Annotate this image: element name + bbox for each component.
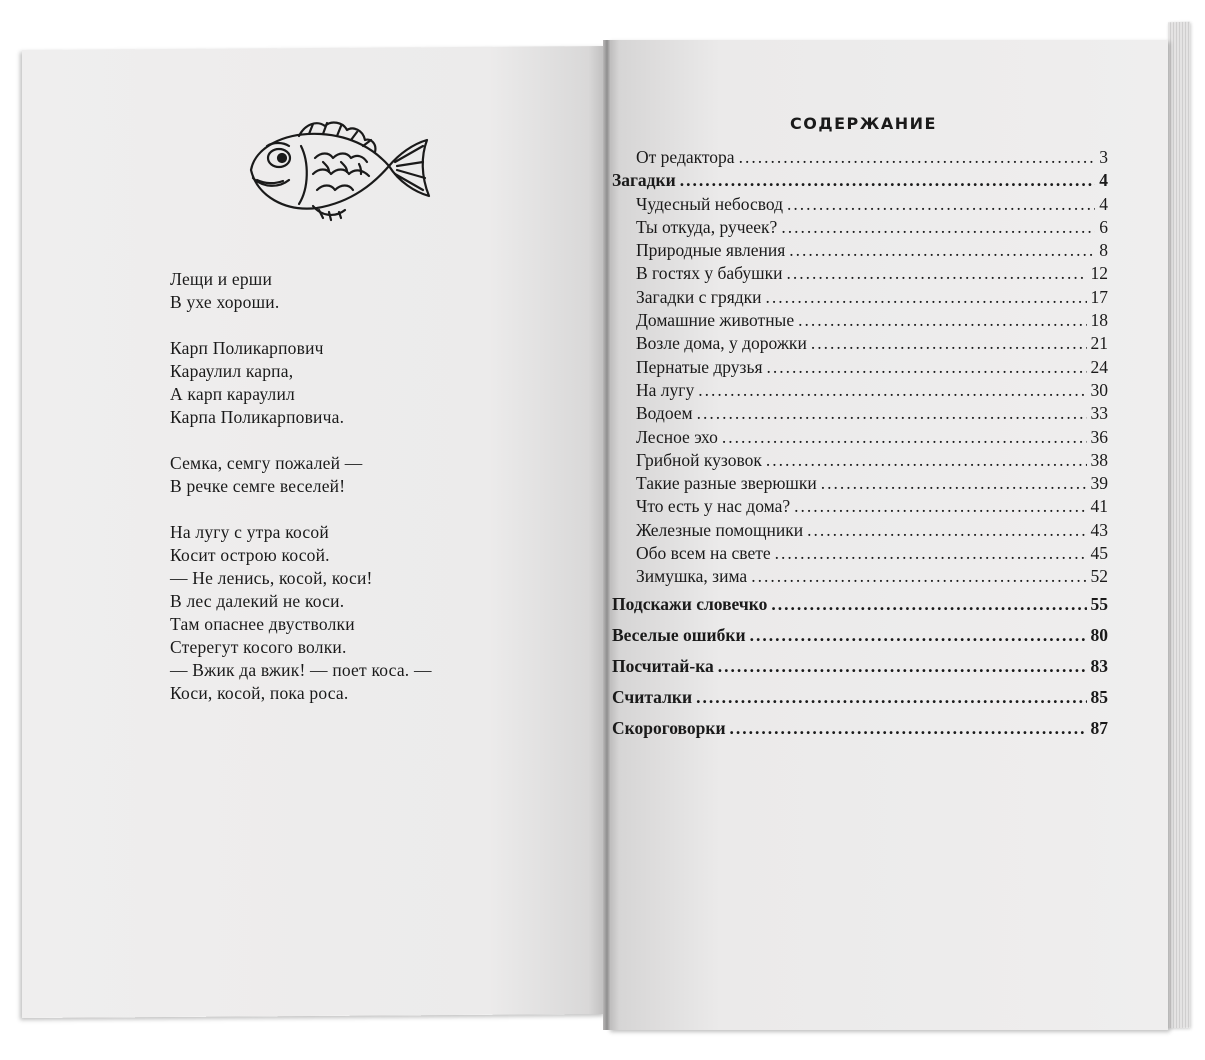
toc-leader-dots [794, 495, 1086, 518]
toc-entry-page: 43 [1090, 519, 1108, 540]
toc-entry [612, 193, 1108, 216]
toc-entry-label: Посчитай-ка [612, 655, 714, 676]
toc-entry-page: 3 [1099, 147, 1108, 167]
toc-leader-dots [775, 542, 1087, 565]
toc-entry [612, 620, 1108, 651]
toc-entry [612, 426, 1108, 449]
toc-entry [612, 565, 1108, 588]
toc-entry-page: 87 [1090, 717, 1108, 738]
poem-stanza [170, 452, 432, 498]
toc-entry [612, 332, 1108, 355]
toc-entry [612, 379, 1108, 402]
poem-stanza [170, 337, 432, 429]
toc-leader-dots [781, 216, 1095, 239]
toc-entry [612, 589, 1108, 620]
toc-entry-page: 8 [1099, 240, 1108, 261]
toc-entry-page: 36 [1090, 426, 1108, 447]
toc-entry [612, 309, 1108, 332]
toc-entry-label: Грибной кузовок [636, 449, 762, 470]
toc-entry-page: 38 [1090, 449, 1108, 470]
toc-entry [612, 472, 1108, 495]
toc-entry-label: Такие разные зверюшки [636, 473, 817, 494]
toc-entry-label: Чудесный небосвод [636, 193, 784, 214]
toc-leader-dots [680, 169, 1096, 192]
toc-entry [612, 682, 1108, 713]
fish-illustration [243, 118, 438, 228]
toc-entry-page: 30 [1090, 379, 1108, 400]
toc-entry [612, 356, 1108, 379]
poem-stanza [170, 521, 432, 705]
toc-leader-dots [696, 682, 1086, 713]
toc-entry [612, 169, 1108, 192]
toc-leader-dots [750, 620, 1087, 651]
toc-entry-page: 41 [1090, 496, 1108, 517]
toc-entry-label: Скороговорки [612, 717, 726, 738]
toc-entry [612, 495, 1108, 518]
page-edges [1168, 22, 1190, 1028]
poem-line: В ухе хороши. [170, 292, 280, 312]
toc-entry-label: В гостях у бабушки [636, 263, 783, 284]
toc-entry-page: 83 [1090, 655, 1108, 676]
toc-title: СОДЕРЖАНИЕ [790, 114, 937, 133]
toc-leader-dots [766, 449, 1087, 472]
poem-line: Стерегут косого волки. [170, 637, 347, 657]
toc-entry-label: Возле дома, у дорожки [636, 333, 807, 354]
toc-entry-label: Пернатые друзья [636, 356, 763, 377]
toc-entry-label: Лесное эхо [636, 426, 718, 447]
poem-line: Карп Поликарпович [170, 338, 324, 358]
toc-entry-label: Обо всем на свете [636, 543, 771, 564]
poem-line: — Вжик да вжик! — поет коса. — [170, 660, 432, 680]
toc-leader-dots [767, 356, 1087, 379]
toc-leader-dots [771, 589, 1086, 620]
toc-entry-label: Загадки [612, 170, 676, 191]
toc-entry-label: Веселые ошибки [612, 624, 746, 645]
toc-entry-page: 85 [1090, 686, 1108, 707]
toc-entry-label: Зимушка, зима [636, 566, 748, 587]
toc-leader-dots [798, 309, 1086, 332]
toc-entry [612, 519, 1108, 542]
toc-entry-label: Подскажи словечко [612, 593, 768, 614]
toc-leader-dots [821, 472, 1087, 495]
toc-entry [612, 402, 1108, 425]
poem-line: Коси, косой, пока роса. [170, 683, 349, 703]
toc-entry [612, 286, 1108, 309]
toc-entry [612, 651, 1108, 682]
poem-line: Карпа Поликарповича. [170, 407, 345, 427]
toc-leader-dots [807, 519, 1086, 542]
toc-entry-page: 45 [1090, 543, 1108, 564]
toc-entry-page: 17 [1090, 286, 1108, 307]
poem-text [170, 268, 432, 728]
poem-line: Семка, семгу пожалей — [170, 453, 363, 473]
toc-entry-label: Домашние животные [636, 310, 795, 331]
toc-entry-label: Железные помощники [636, 519, 804, 540]
toc-entry-page: 52 [1090, 566, 1108, 587]
toc-leader-dots [787, 193, 1095, 216]
toc-entry-page: 4 [1099, 170, 1108, 191]
toc-entry-label: Считалки [612, 686, 693, 707]
toc-entry-label: Водоем [636, 403, 693, 424]
toc-entry-page: 55 [1090, 593, 1108, 614]
toc-leader-dots [811, 332, 1087, 355]
toc-entry-label: На лугу [636, 379, 695, 400]
poem-line: — Не ленись, косой, коси! [170, 568, 373, 588]
toc-entry [612, 146, 1108, 169]
poem-line: Караулил карпа, [170, 361, 294, 381]
toc-entry [612, 216, 1108, 239]
toc-entry-page: 21 [1090, 333, 1108, 354]
toc-entry-label: Что есть у нас дома? [636, 496, 791, 517]
poem-line: А карп караулил [170, 384, 295, 404]
toc-entry [612, 262, 1108, 285]
toc-entry [612, 542, 1108, 565]
table-of-contents [612, 146, 1108, 744]
toc-leader-dots [751, 565, 1086, 588]
poem-line: Косит острою косой. [170, 545, 330, 565]
toc-entry-page: 39 [1090, 473, 1108, 494]
toc-entry [612, 239, 1108, 262]
toc-entry-label: Природные явления [636, 240, 786, 261]
toc-entry-page: 12 [1090, 263, 1108, 284]
toc-leader-dots [789, 239, 1095, 262]
poem-line: На лугу с утра косой [170, 522, 329, 542]
toc-entry-page: 4 [1099, 193, 1108, 214]
toc-leader-dots [718, 651, 1087, 682]
toc-leader-dots [786, 262, 1086, 285]
toc-entry-page: 18 [1090, 310, 1108, 331]
toc-leader-dots [697, 402, 1087, 425]
toc-entry-label: От редактора [636, 147, 735, 167]
toc-entry-label: Загадки с грядки [636, 286, 762, 307]
book-gutter [603, 40, 611, 1030]
poem-stanza [170, 268, 432, 314]
toc-entry [612, 449, 1108, 472]
toc-entry [612, 713, 1108, 744]
toc-leader-dots [730, 713, 1087, 744]
toc-entry-page: 33 [1090, 403, 1108, 424]
toc-entry-page: 80 [1090, 624, 1108, 645]
poem-line: В речке семге веселей! [170, 476, 346, 496]
toc-leader-dots [766, 286, 1087, 309]
toc-leader-dots [739, 146, 1096, 169]
poem-line: Лещи и ерши [170, 269, 273, 289]
poem-line: Там опаснее двустволки [170, 614, 355, 634]
poem-line: В лес далекий не коси. [170, 591, 345, 611]
toc-entry-label: Ты откуда, ручеек? [636, 216, 778, 237]
toc-entry-page: 24 [1090, 356, 1108, 377]
toc-leader-dots [698, 379, 1086, 402]
toc-entry-page: 6 [1099, 216, 1108, 237]
toc-leader-dots [722, 426, 1087, 449]
